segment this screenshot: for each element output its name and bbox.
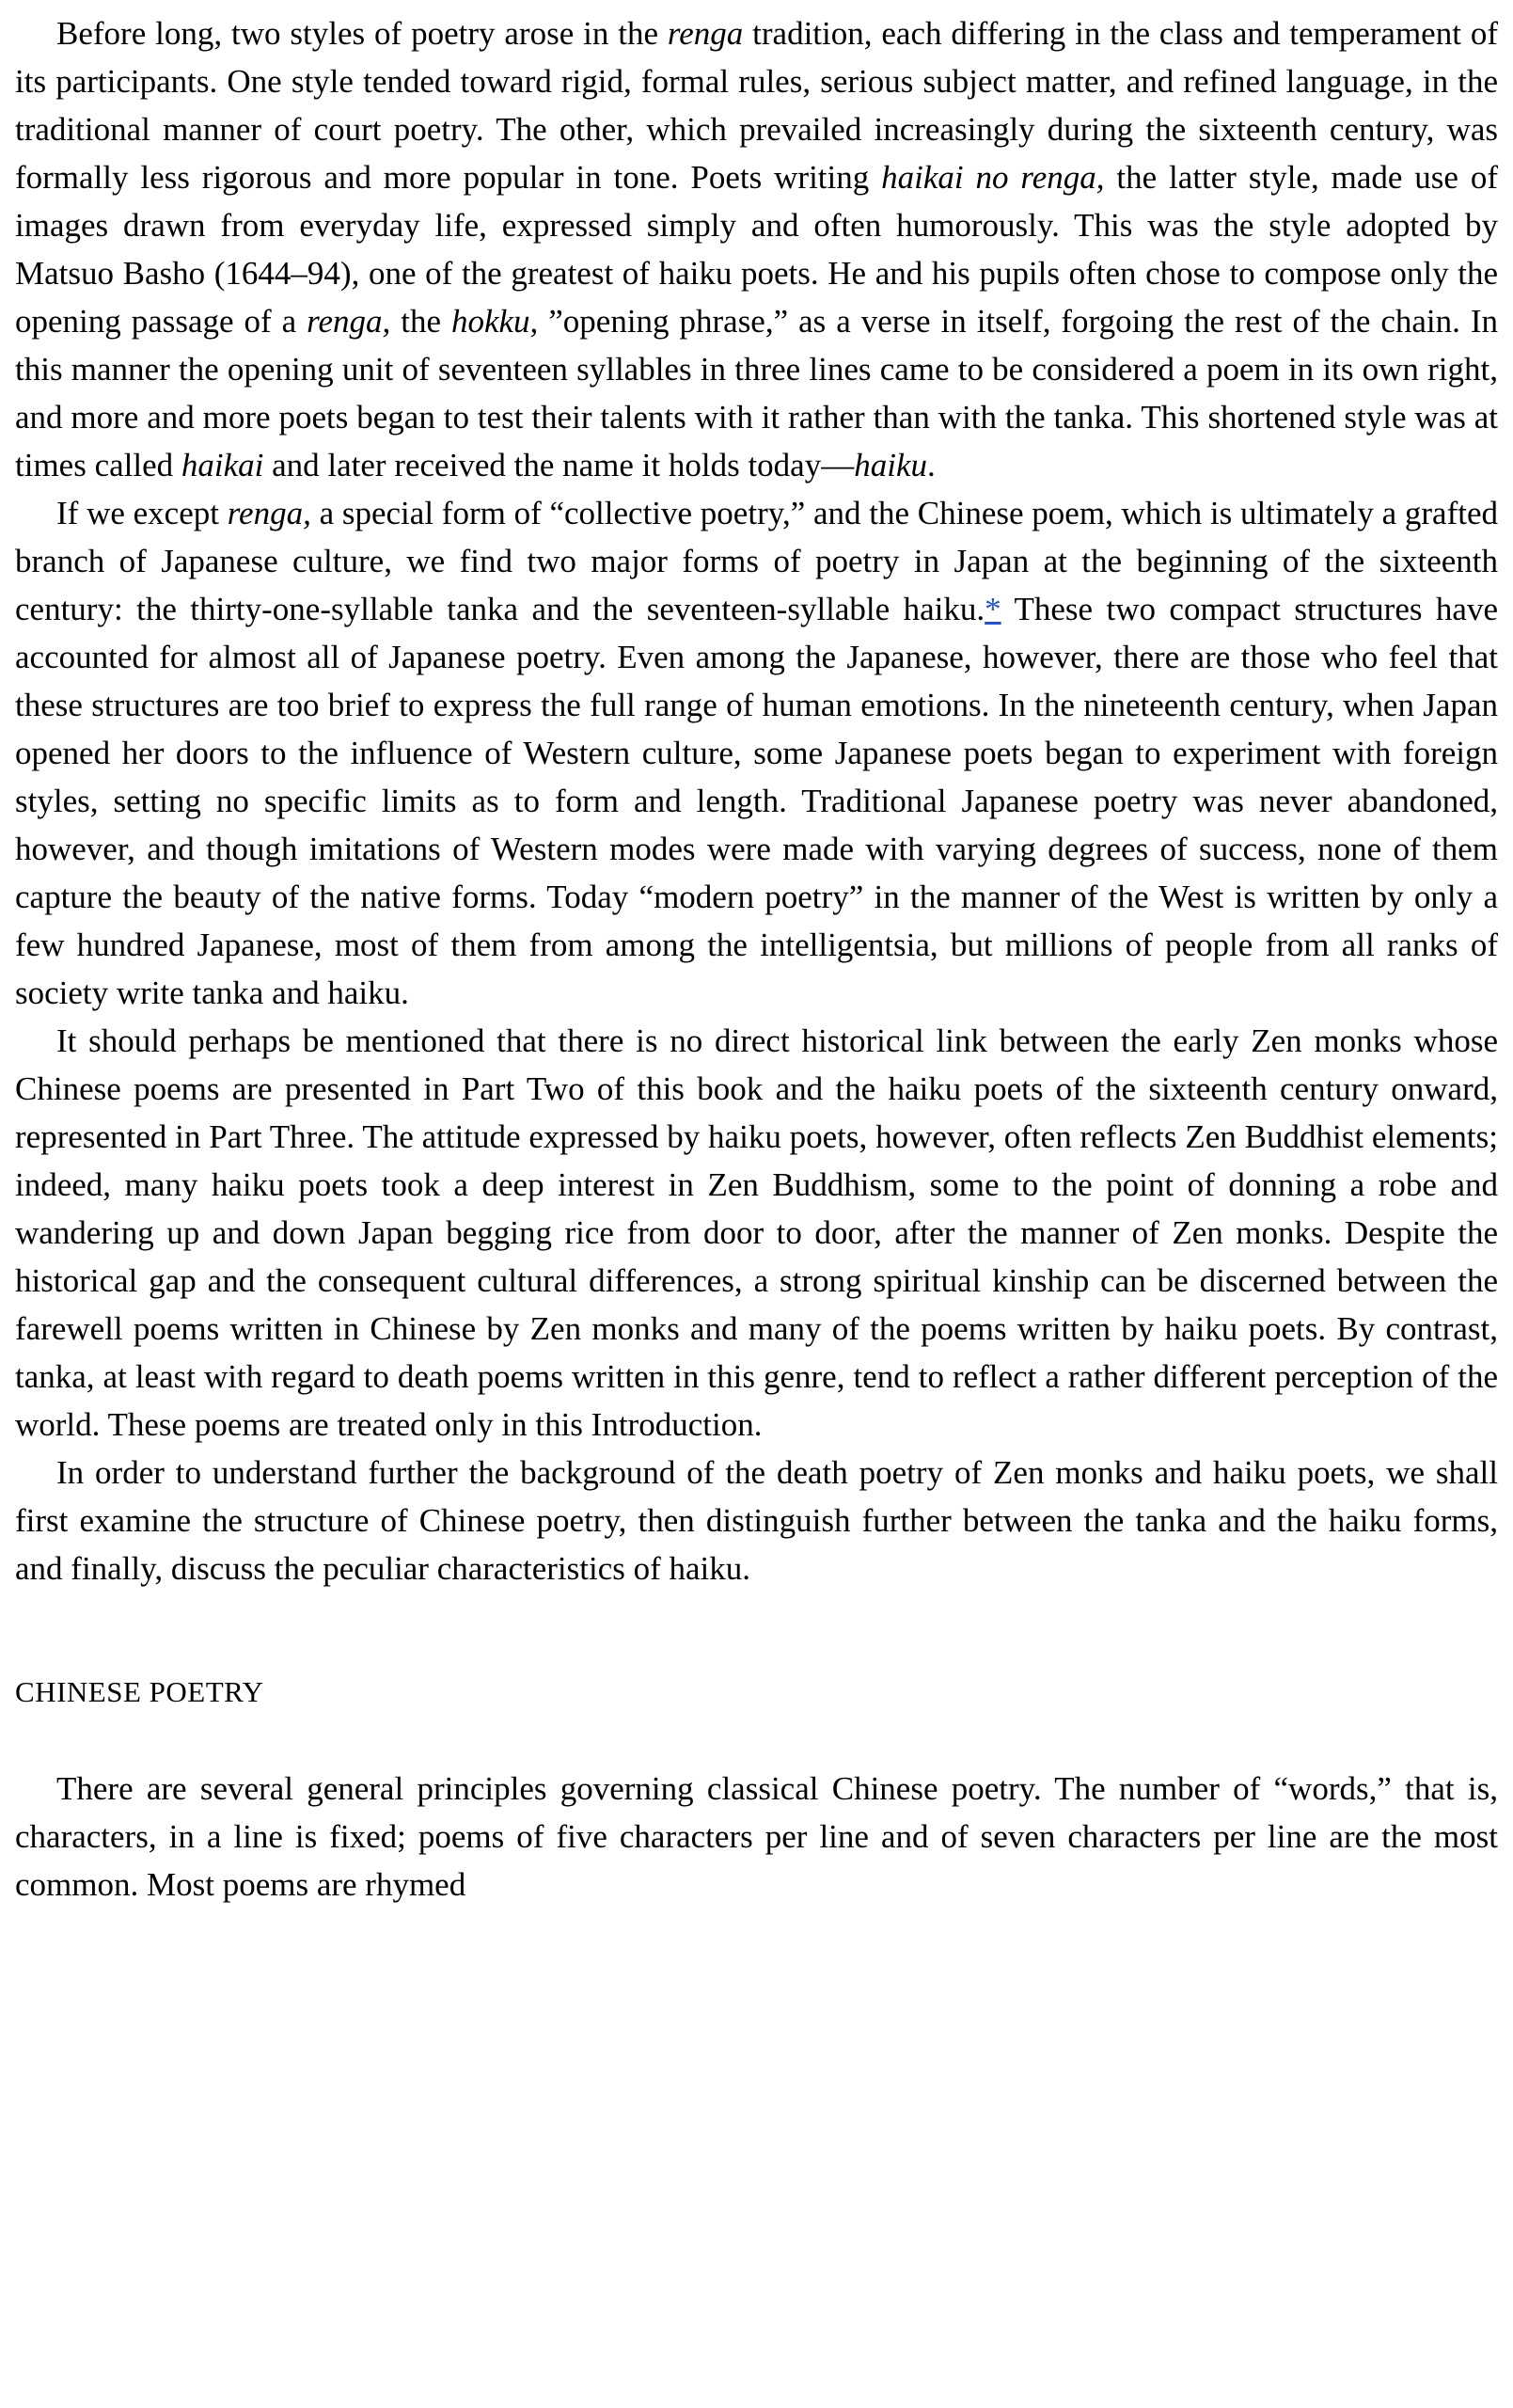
text-run: Before long, two styles of poetry arose in the <box>56 15 668 52</box>
text-run: the <box>390 303 451 340</box>
italic-term: renga, <box>307 303 391 340</box>
text-run: a special form of “collective poetry,” and the Chinese poem, which is ultimately a grafted branch of Japanese culture, we find two major forms of poetry in Japan at the beginning of the sixteenth century: the thirty-one-syllable tanka and the seventeen-syllable haiku. <box>15 495 1499 627</box>
text-run: . <box>926 447 936 483</box>
text-run: In order to understand further the background of the death poetry of Zen monks and haiku poets, we shall first examine the structure of Chinese poetry, then distinguish further between the tanka and the haiku forms, and finally, discuss the peculiar characteristics of haiku. <box>15 1454 1498 1587</box>
italic-term: renga <box>667 15 744 52</box>
italic-term: haikai no renga, <box>881 159 1105 196</box>
text-run: It should perhaps be mentioned that there is no direct historical link between the early Zen monks whose Chinese poems are presented in Part Two of this book and the haiku poets of the sixteenth century onward, represented in Part Three. The attitude expressed by haiku poets, however, often reflects Zen Buddhist elements; indeed, many haiku poets took a deep interest in Zen Buddhism, some to the point of donning a robe and wandering up and down Japan begging rice from door to door, after the manner of Zen monks. Despite the historical gap and the consequent cultural differences, a strong spiritual kinship can be discerned between the farewell poems written in Chinese by Zen monks and many of the poems written by haiku poets. By contrast, tanka, at least with regard to death poems written in this genre, tend to reflect a rather different perception of the world. These poems are treated only in this Introduction. <box>15 1022 1498 1443</box>
text-run: These two compact structures have accounted for almost all of Japanese poetry. Even among the Japanese, however, there are those who feel that these structures are too brief to express the full range of human emotions. In the nineteenth century, when Japan opened her doors to the influence of Western culture, some Japanese poets began to experiment with foreign styles, setting no specific limits as to form and length. Traditional Japanese poetry was never abandoned, however, and though imitations of Western modes were made with varying degrees of success, none of them capture the beauty of the native forms. Today “modern poetry” in the manner of the West is written by only a few hundred Japanese, most of them from among the intelligentsia, but millions of people from all ranks of society write tanka and haiku. <box>15 591 1498 1011</box>
text-run: If we except <box>56 495 228 531</box>
paragraph <box>15 1017 1498 1449</box>
footnote-asterisk-link[interactable]: * <box>985 591 1001 627</box>
text-run: ”opening phrase,” as a verse in itself, forgoing the rest of the chain. In this manner the opening unit of seventeen syllables in three lines came to be considered a poem in its own right, and more and more poets began to test their talents with it rather than with the tanka. This shortened style was at times called <box>15 303 1498 483</box>
page-content <box>15 9 1498 1909</box>
paragraph <box>15 9 1498 489</box>
paragraph <box>15 1765 1498 1909</box>
italic-term: haikai <box>181 447 264 483</box>
text-run: There are several general principles governing classical Chinese poetry. The number of “words,” that is, characters, in a line is fixed; poems of five characters per line and of seven characters per line are the most common. Most poems are rhymed <box>15 1770 1498 1903</box>
paragraph <box>15 1449 1498 1592</box>
text-run: tradition, each differing in the class and temperament of its participants. One style tended toward rigid, formal rules, serious subject matter, and refined language, in the traditional manner of court poetry. The other, which prevailed increasingly during the sixteenth century, was formally less rigorous and more popular in tone. Poets writing <box>15 15 1498 196</box>
text-run: and later received the name it holds today— <box>263 447 855 483</box>
section-heading: CHINESE POETRY <box>15 1675 264 1708</box>
paragraph <box>15 489 1498 1017</box>
italic-term: hokku, <box>450 303 539 340</box>
text-run: the latter style, made use of images drawn from everyday life, expressed simply and often humorously. This was the style adopted by Matsuo Basho (1644–94), one of the greatest of haiku poets. He and his pupils often chose to compose only the opening passage of a <box>15 159 1498 340</box>
italic-term: haiku <box>854 447 927 483</box>
italic-term: renga, <box>227 495 311 531</box>
